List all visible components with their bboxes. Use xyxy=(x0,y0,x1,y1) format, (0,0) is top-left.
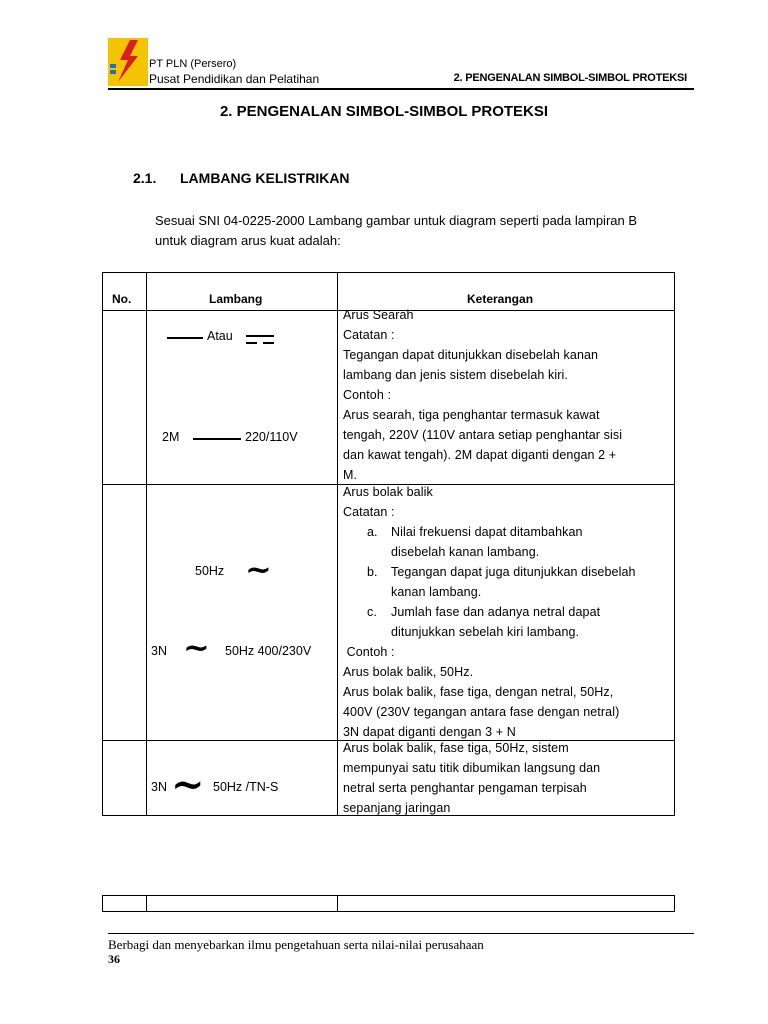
row1-desc-line: Arus Searah xyxy=(343,308,414,322)
row2-list-item xyxy=(343,562,636,602)
header-company: PT PLN (Persero) xyxy=(149,58,237,70)
row2-desc-example: Contoh : xyxy=(343,645,395,659)
list-marker: c. xyxy=(367,605,377,619)
list-marker: b. xyxy=(367,565,378,579)
row1-desc-line: Catatan : xyxy=(343,328,395,342)
symbol-3n: 3N xyxy=(151,644,167,658)
row1-desc-line: M. xyxy=(343,468,358,482)
row1-desc-line: dan kawat tengah). 2M dapat diganti dengan 2 + xyxy=(343,448,617,462)
col-divider-1 xyxy=(146,273,147,815)
row2-desc-line: Arus bolak balik, 50Hz. xyxy=(343,665,474,679)
row1-desc-line: Tegangan dapat ditunjukkan disebelah kanan xyxy=(343,348,599,362)
row1-desc-line: lambang dan jenis sistem disebelah kiri. xyxy=(343,368,568,382)
ac-tilde-symbol: ~ xyxy=(245,550,272,588)
dc-alt-line-top xyxy=(246,335,274,337)
row3-desc-line: netral serta penghantar pengaman terpisah xyxy=(343,781,587,795)
row2-description xyxy=(343,482,636,742)
dc-line-symbol xyxy=(167,337,203,339)
footer-divider xyxy=(108,933,694,934)
header-divider xyxy=(108,88,694,90)
symbol-3n-tns: 3N xyxy=(151,780,167,794)
row1-desc-line: tengah, 220V (110V antara setiap penghantar sisi xyxy=(343,428,623,442)
row3-desc-line: Arus bolak balik, fase tiga, 50Hz, sistem xyxy=(343,741,569,755)
footer-text: Berbagi dan menyebarkan ilmu pengetahuan serta nilai-nilai perusahaan xyxy=(108,937,484,952)
list-marker: a. xyxy=(367,525,378,539)
section-title: LAMBANG KELISTRIKAN xyxy=(180,170,350,186)
continuation-table xyxy=(102,895,675,912)
list-item-line: Nilai frekuensi dapat ditambahkan xyxy=(391,525,583,539)
list-item-line: Tegangan dapat juga ditunjukkan disebelah xyxy=(391,565,636,579)
symbol-table xyxy=(102,272,675,816)
symbol-50hz-tns: 50Hz /TN-S xyxy=(213,780,279,794)
pln-logo-icon xyxy=(108,38,148,86)
row2-desc-line: 3N dapat diganti dengan 3 + N xyxy=(343,725,516,739)
symbol-2m: 2M xyxy=(162,430,180,444)
intro-line-1: Sesuai SNI 04-0225-2000 Lambang gambar untuk diagram seperti pada lampiran B xyxy=(155,213,638,228)
col-divider-2 xyxy=(337,896,338,911)
row1-desc-line: Arus searah, tiga penghantar termasuk kawat xyxy=(343,408,600,422)
intro-line-2: untuk diagram arus kuat adalah: xyxy=(155,233,341,248)
dc-alt-dash-1 xyxy=(246,342,257,344)
row2-list-item xyxy=(343,602,636,642)
symbol-atau-label: Atau xyxy=(207,329,233,343)
dc-line-symbol-2 xyxy=(193,438,241,440)
col-divider-2 xyxy=(337,273,338,815)
list-item-line: disebelah kanan lambang. xyxy=(391,545,540,559)
ac-tilde-symbol: ~ xyxy=(183,628,210,666)
row2-list-item xyxy=(343,522,636,562)
header-unit: Pusat Pendidikan dan Pelatihan xyxy=(149,72,320,86)
list-item-line: kanan lambang. xyxy=(391,585,482,599)
col-divider-1 xyxy=(146,896,147,911)
row3-desc-line: sepanjang jaringan xyxy=(343,801,451,815)
col-header-no: No. xyxy=(112,292,132,306)
intro-paragraph xyxy=(155,211,695,251)
row2-desc-line: Arus bolak balik, fase tiga, dengan netral, 50Hz, xyxy=(343,685,614,699)
row2-desc-note: Catatan : xyxy=(343,505,395,519)
row1-description xyxy=(343,305,622,485)
row2-desc-line: 400V (230V tegangan antara fase dengan netral) xyxy=(343,705,620,719)
row2-desc-title: Arus bolak balik xyxy=(343,485,433,499)
header-chapter: 2. PENGENALAN SIMBOL-SIMBOL PROTEKSI xyxy=(453,72,687,84)
row3-description xyxy=(343,738,600,818)
ac-tilde-symbol: ~ xyxy=(171,761,205,808)
dc-alt-dash-2 xyxy=(263,342,274,344)
section-number: 2.1. xyxy=(133,170,157,186)
col-header-symbol: Lambang xyxy=(209,292,263,306)
symbol-50hz-400-230v: 50Hz 400/230V xyxy=(225,644,312,658)
page-title: 2. PENGENALAN SIMBOL-SIMBOL PROTEKSI xyxy=(219,103,549,120)
list-item-line: ditunjukkan sebelah kiri lambang. xyxy=(391,625,580,639)
page-number: 36 xyxy=(108,952,120,966)
row3-desc-line: mempunyai satu titik dibumikan langsung dan xyxy=(343,761,601,775)
row1-desc-line: Contoh : xyxy=(343,388,392,402)
symbol-220-110v: 220/110V xyxy=(245,430,298,444)
list-item-line: Jumlah fase dan adanya netral dapat xyxy=(391,605,601,619)
col-header-desc: Keterangan xyxy=(467,292,534,306)
symbol-50hz: 50Hz xyxy=(195,564,225,578)
